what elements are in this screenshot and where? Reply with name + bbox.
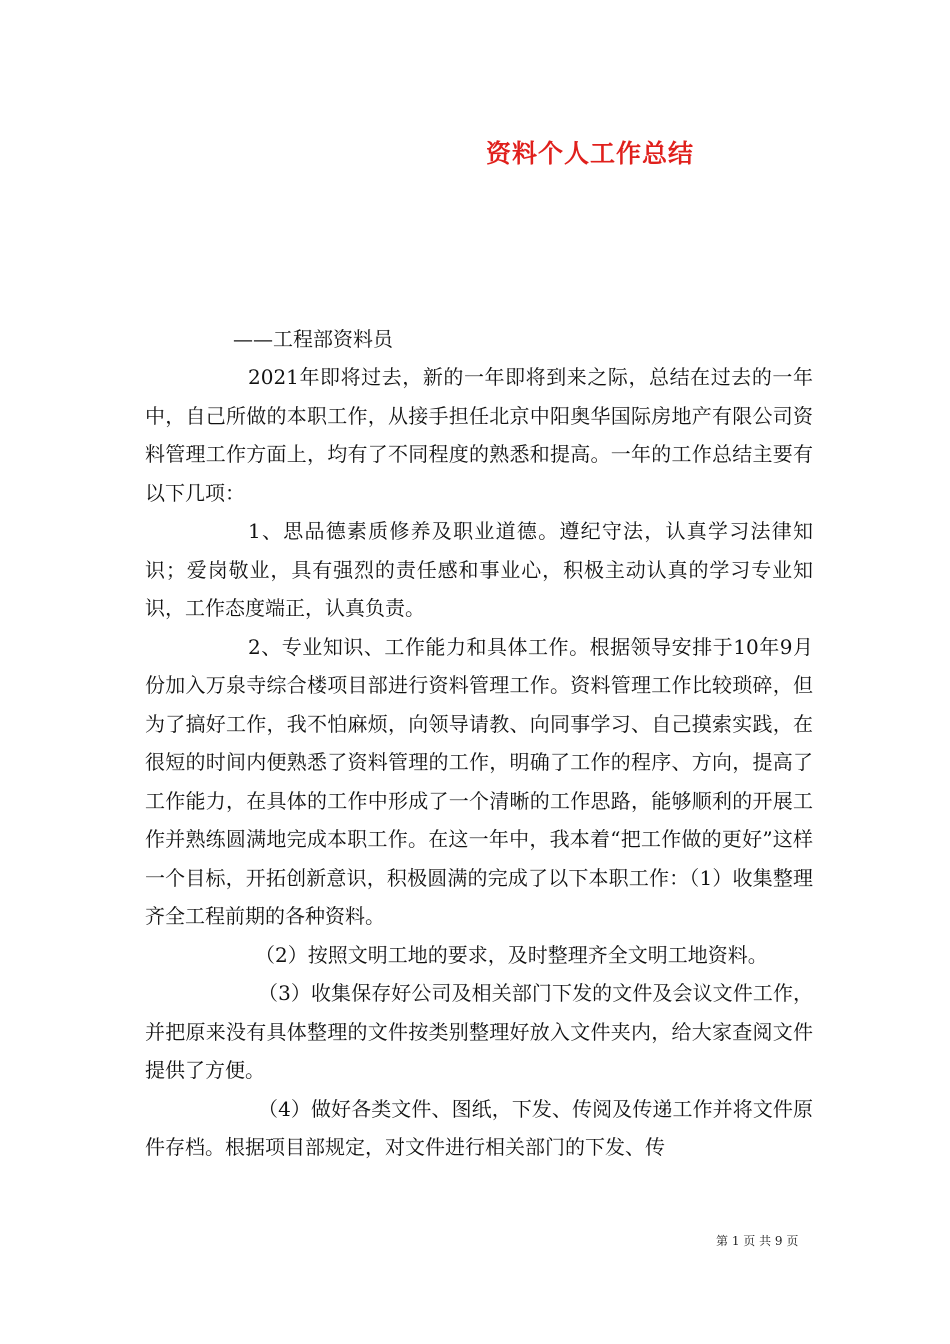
paragraph-item-1: 1、思品德素质修养及职业道德。遵纪守法，认真学习法律知识；爱岗敬业，具有强烈的责任感和事业心，积极主动认真的学习专业知识，工作态度端正，认真负责。 [145, 519, 813, 620]
document-body [145, 358, 813, 1167]
document-subtitle: ——工程部资料员 [233, 327, 393, 351]
page-number-footer: 第 1 页 共 9 页 [716, 1234, 799, 1248]
paragraph-sub-2: （2）按照文明工地的要求，及时整理齐全文明工地资料。 [255, 942, 768, 967]
document-title: 资料个人工作总结 [485, 139, 694, 168]
paragraph-item-2: 2、专业知识、工作能力和具体工作。根据领导安排于10年9月份加入万泉寺综合楼项目部进行资料管理工作。资料管理工作比较琐碎，但为了搞好工作，我不怕麻烦，向领导请教、向同事学习、自己摸索实践，在很短的时间内便熟悉了资料管理的工作，明确了工作的程序、方向，提高了工作能力，在具体的工作中形成了一个清晰的工作思路，能够顺利的开展工作并熟练圆满地完成本职工作。在这一年中，我本着“把工作做的更好”这样一个目标，开拓创新意识，积极圆满的完成了以下本职工作：（1）收集整理齐全工程前期的各种资料。 [145, 634, 813, 928]
paragraph-sub-3: （3）收集保存好公司及相关部门下发的文件及会议文件工作，并把原来没有具体整理的文件按类别整理好放入文件夹内，给大家查阅文件提供了方便。 [145, 981, 813, 1082]
paragraph-sub-4: （4）做好各类文件、图纸，下发、传阅及传递工作并将文件原件存档。根据项目部规定，对文件进行相关部门的下发、传 [145, 1096, 813, 1159]
paragraph-intro: 2021年即将过去，新的一年即将到来之际，总结在过去的一年中，自己所做的本职工作，从接手担任北京中阳奥华国际房地产有限公司资料管理工作方面上，均有了不同程度的熟悉和提高。一年的工作总结主要有以下几项： [145, 365, 813, 505]
